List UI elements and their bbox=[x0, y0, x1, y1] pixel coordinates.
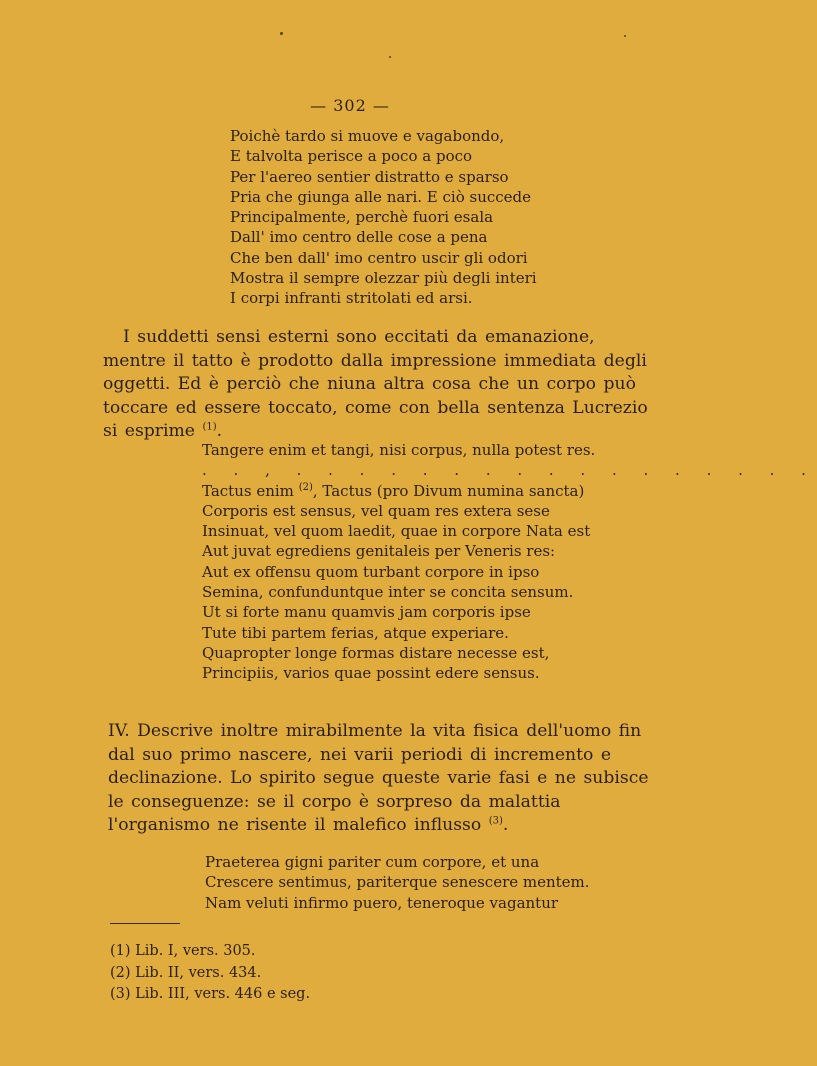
footnote: (1) Lib. I, vers. 305. bbox=[110, 943, 256, 959]
verse-line: Quapropter longe formas distare necesse est, bbox=[202, 643, 550, 662]
verse-line: Corporis est sensus, vel quam res extera sese bbox=[202, 501, 550, 520]
verse-line: Ut si forte manu quamvis jam corporis ipse bbox=[202, 603, 531, 622]
verse-line-part: Tactus enim bbox=[202, 481, 294, 500]
verse-line: Tute tibi partem ferias, atque experiare. bbox=[202, 623, 509, 642]
paper-speck bbox=[280, 32, 283, 35]
verse-line: Principalmente, perchè fuori esala bbox=[230, 208, 494, 227]
verse-line-part: , Tactus (pro Divum numina sancta) bbox=[312, 481, 585, 500]
footnote-divider bbox=[110, 923, 180, 924]
paragraph-2 bbox=[108, 720, 663, 838]
verse-line: Insinuat, vel quom laedit, quae in corpore Nata est bbox=[202, 522, 591, 541]
paragraph-end: . bbox=[502, 815, 509, 836]
paragraph-end: . bbox=[216, 421, 223, 442]
verse-line: Aut ex offensu quom turbant corpore in ipso bbox=[202, 562, 540, 581]
verse-line: I corpi infranti stritolati ed arsi. bbox=[230, 289, 473, 308]
verse-line: Per l'aereo sentier distratto e sparso bbox=[230, 167, 509, 186]
paragraph-text: I suddetti sensi esterni sono eccitati da emanazione, mentre il tatto è prodotto dalla impressione immediata degli oggetti. Ed è perciò che niuna altra cosa che un corpo può toccare ed essere toccato, come con bella sentenza Lucrezio si esprime bbox=[103, 327, 648, 442]
verse-line: Pria che giunga alle nari. E ciò succede bbox=[230, 187, 532, 206]
paper-speck bbox=[624, 35, 626, 37]
verse-ellipsis: . . , . . . . . . . . . . . . . . . . . bbox=[202, 461, 817, 480]
verse-block-3 bbox=[205, 852, 590, 913]
paragraph-1 bbox=[103, 326, 663, 444]
footnote: (2) Lib. II, vers. 434. bbox=[110, 964, 262, 981]
verse-line: Dall' imo centro delle cose a pena bbox=[230, 228, 488, 247]
verse-line: Mostra il sempre olezzar più degli interi bbox=[230, 269, 537, 288]
footnote-ref-3: (3) bbox=[488, 815, 503, 827]
verse-line: Poichè tardo si muove e vagabondo, bbox=[230, 127, 505, 145]
verse-block-1 bbox=[230, 126, 537, 309]
verse-line: Tangere enim et tangi, nisi corpus, nulla potest res. bbox=[202, 441, 596, 459]
paragraph-text: IV. Descrive inoltre mirabilmente la vita fisica dell'uomo fin dal suo primo nascere, nei varii periodi di incremento e declinazione. Lo spirito segue queste varie fasi e ne subisce le conseguenze: se il corpo è sorpreso da malattia l'organismo ne risente il malefico influsso bbox=[108, 721, 649, 836]
verse-line: Nam veluti infirmo puero, teneroque vagantur bbox=[205, 893, 559, 912]
verse-block-2 bbox=[202, 440, 817, 684]
page-number: — 302 — bbox=[310, 96, 390, 115]
verse-line: Che ben dall' imo centro uscir gli odori bbox=[230, 248, 528, 267]
verse-line: E talvolta perisce a poco a poco bbox=[230, 147, 473, 166]
verse-line: Principiis, varios quae possint edere sensus. bbox=[202, 664, 540, 683]
verse-line: Aut juvat egrediens genitaleis per Veneris res: bbox=[202, 542, 556, 561]
footnote: (3) Lib. III, vers. 446 e seg. bbox=[110, 986, 311, 1002]
verse-line: Semina, confunduntque inter se concita sensum. bbox=[202, 583, 574, 602]
verse-line: Praeterea gigni pariter cum corpore, et una bbox=[205, 853, 540, 871]
footnote-ref-1: (1) bbox=[202, 421, 217, 433]
paper-speck bbox=[389, 56, 391, 58]
verse-line: Crescere sentimus, pariterque senescere mentem. bbox=[205, 873, 590, 892]
footnote-ref-2: (2) bbox=[298, 481, 313, 493]
verse-line-with-note bbox=[202, 481, 817, 501]
footnotes bbox=[110, 941, 310, 1006]
